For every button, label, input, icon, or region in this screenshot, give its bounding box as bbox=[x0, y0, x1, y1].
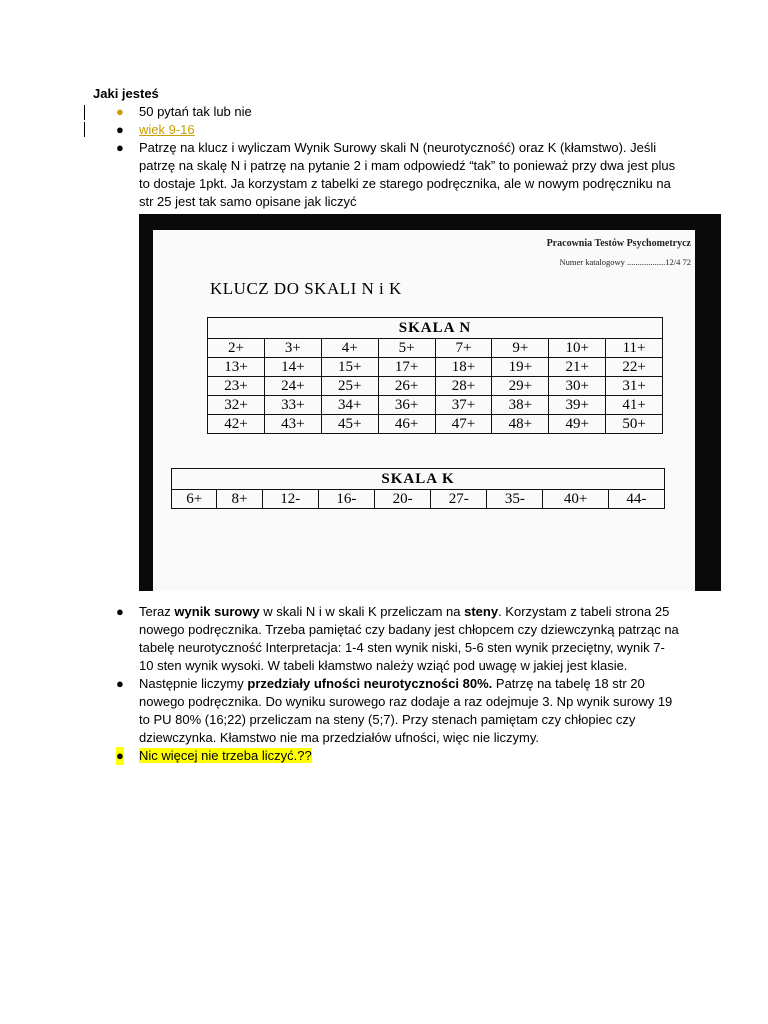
bullet-icon: ● bbox=[116, 748, 124, 763]
skala-n-cell: 7+ bbox=[435, 339, 492, 358]
skala-n-header: SKALA N bbox=[208, 318, 663, 339]
skala-n-cell: 21+ bbox=[549, 358, 606, 377]
skala-n-cell: 29+ bbox=[492, 377, 549, 396]
skala-n-cell: 17+ bbox=[378, 358, 435, 377]
skala-n-cell: 15+ bbox=[321, 358, 378, 377]
skala-n-cell: 13+ bbox=[208, 358, 265, 377]
list-item bbox=[0, 139, 691, 591]
skala-k-row bbox=[172, 490, 665, 509]
skala-n-cell: 32+ bbox=[208, 396, 265, 415]
skala-n-cell: 47+ bbox=[435, 415, 492, 434]
skala-n-cell: 48+ bbox=[492, 415, 549, 434]
skala-n-cell: 4+ bbox=[321, 339, 378, 358]
item-text: Patrzę na klucz i wyliczam Wynik Surowy skali N (neurotyczność) oraz K (kłamstwo). Jeśli patrzę na skalę N i patrzę na pytanie 2 i mam odpowiedź “tak” to ponieważ przy dwa jest plus to dostaje 1pkt. Ja korzystam z tabelki ze starego podręcznika, ale w nowym podręczniku na str 25 jest tak samo opisane jak liczyć bbox=[139, 140, 676, 209]
bullet-icon: ● bbox=[116, 122, 124, 137]
skala-n-cell: 24+ bbox=[264, 377, 321, 396]
skala-n-cell: 3+ bbox=[264, 339, 321, 358]
skala-n-cell: 34+ bbox=[321, 396, 378, 415]
skala-k-cell: 40+ bbox=[543, 490, 608, 509]
skala-n-cell: 26+ bbox=[378, 377, 435, 396]
skala-n-cell: 5+ bbox=[378, 339, 435, 358]
skala-k-header: SKALA K bbox=[172, 469, 665, 490]
scan-title: KLUCZ DO SKALI N i K bbox=[210, 279, 402, 298]
skala-n-row bbox=[208, 339, 663, 358]
skala-k-cell: 16- bbox=[318, 490, 374, 509]
skala-n-cell: 50+ bbox=[606, 415, 663, 434]
bullet-icon: ● bbox=[116, 604, 124, 619]
skala-n-cell: 23+ bbox=[208, 377, 265, 396]
list-item bbox=[0, 603, 679, 675]
stamp-publisher: Pracownia Testów Psychometrycz bbox=[546, 238, 691, 249]
stamp-catalog-number: Numer katalogowy ..................12/4 72 bbox=[559, 257, 691, 267]
scanned-key-image bbox=[139, 214, 721, 591]
skala-n-cell: 33+ bbox=[264, 396, 321, 415]
scan-paper bbox=[153, 230, 695, 591]
skala-n-cell: 46+ bbox=[378, 415, 435, 434]
list-item bbox=[0, 103, 679, 121]
item-text: 50 pytań tak lub nie bbox=[139, 104, 252, 119]
skala-n-cell: 49+ bbox=[549, 415, 606, 434]
skala-n-cell: 43+ bbox=[264, 415, 321, 434]
skala-n-row bbox=[208, 377, 663, 396]
skala-n-cell: 30+ bbox=[549, 377, 606, 396]
item-text: Następnie liczymy przedziały ufności neurotyczności 80%. Patrzę na tabelę 18 str 20 nowego podręcznika. Do wyniku surowego raz dodaje a raz odejmuje 3. Np wynik surowy 19 to PU 80% (16;22) przeliczam na steny (5;7). Przy stenach pamiętam czy chłopiec czy dziewczynka. Kłamstwo nie ma przedziałów ufności, więc nie liczymy. bbox=[139, 676, 673, 745]
skala-n-cell: 42+ bbox=[208, 415, 265, 434]
skala-k-cell: 44- bbox=[608, 490, 664, 509]
skala-n-cell: 38+ bbox=[492, 396, 549, 415]
age-link[interactable]: wiek 9-16 bbox=[139, 122, 195, 137]
skala-k-cell: 8+ bbox=[217, 490, 262, 509]
skala-n-cell: 36+ bbox=[378, 396, 435, 415]
skala-k-cell: 35- bbox=[487, 490, 543, 509]
skala-n-cell: 41+ bbox=[606, 396, 663, 415]
skala-n-cell: 45+ bbox=[321, 415, 378, 434]
skala-k-cell: 20- bbox=[375, 490, 431, 509]
skala-n-row bbox=[208, 396, 663, 415]
skala-n-cell: 2+ bbox=[208, 339, 265, 358]
skala-n-cell: 9+ bbox=[492, 339, 549, 358]
skala-n-cell: 37+ bbox=[435, 396, 492, 415]
document-title: Jaki jesteś bbox=[93, 86, 159, 101]
list-item bbox=[0, 121, 679, 139]
skala-n-cell: 22+ bbox=[606, 358, 663, 377]
list-item bbox=[0, 675, 679, 747]
skala-k-cell: 12- bbox=[262, 490, 318, 509]
skala-n-row bbox=[208, 358, 663, 377]
skala-k-cell: 27- bbox=[431, 490, 487, 509]
skala-n-cell: 10+ bbox=[549, 339, 606, 358]
skala-n-cell: 39+ bbox=[549, 396, 606, 415]
skala-n-cell: 11+ bbox=[606, 339, 663, 358]
bullet-icon: ● bbox=[116, 676, 124, 691]
skala-n-cell: 31+ bbox=[606, 377, 663, 396]
bullet-list bbox=[0, 103, 768, 765]
skala-n-cell: 19+ bbox=[492, 358, 549, 377]
skala-k-table bbox=[171, 468, 665, 509]
skala-n-cell: 28+ bbox=[435, 377, 492, 396]
list-item bbox=[0, 747, 679, 765]
item-text: Teraz wynik surowy w skali N i w skali K przeliczam na steny. Korzystam z tabeli strona 25 nowego podręcznika. Trzeba pamiętać czy badany jest chłopcem czy dziewczynką patrząc na tabelę neurotyczność Interpretacja: 1-4 sten wynik niski, 5-6 sten wynik przeciętny, wynik 7-10 sten wynik wysoki. W tabeli kłamstwo należy wziąć pod uwagę w jakiej jest klasie. bbox=[139, 604, 679, 673]
bullet-icon: ● bbox=[116, 104, 124, 119]
bullet-icon: ● bbox=[116, 140, 124, 155]
skala-n-cell: 18+ bbox=[435, 358, 492, 377]
skala-n-table bbox=[207, 317, 663, 434]
skala-k-cell: 6+ bbox=[172, 490, 217, 509]
skala-n-cell: 25+ bbox=[321, 377, 378, 396]
item-text-highlighted: Nic więcej nie trzeba liczyć.?? bbox=[139, 748, 312, 763]
skala-n-row bbox=[208, 415, 663, 434]
skala-n-cell: 14+ bbox=[264, 358, 321, 377]
